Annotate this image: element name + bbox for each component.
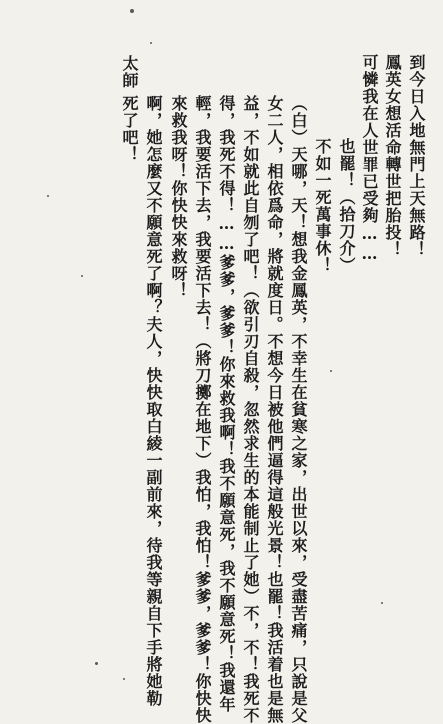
scan-speck (47, 195, 49, 197)
text-line-8: 益，不如就此自刎了吧！（欲引刃自殺，忽然求生的本能制止了她）不，不！我死不 (241, 95, 260, 724)
scan-speck (150, 42, 152, 44)
scan-speck (95, 662, 98, 665)
text-line-13: 死了吧！ (120, 95, 139, 163)
text-line-5: 不如一死萬事休！ (313, 138, 332, 274)
text-line-11: 來救我呀！你快快來救呀！ (169, 95, 188, 299)
text-line-9: 得，我死不得！……爹爹，爹爹！你來救我啊！我不願意死，我不願意死！我還年 (217, 95, 236, 713)
scan-speck (123, 678, 125, 680)
text-line-4: 也罷！（拾刀介） (337, 138, 356, 274)
text-line-10: 輕，我要活下去，我要活下去！（將刀擲在地下）我怕，我怕！爹爹，爹爹！你快快 (193, 95, 212, 724)
text-line-7: 女二人，相依爲命，將就度日。不想今日被他們逼得這般光景！也罷！我活着也是無 (265, 95, 284, 724)
text-line-12: 啊，她怎麼又不願意死了啊？夫人，快快取白綾一副前來，待我等親自下手將她勒 (144, 95, 163, 707)
scan-speck (330, 370, 332, 372)
scan-speck (130, 9, 134, 13)
scan-speck (381, 602, 383, 604)
text-line-1: 到今日入地無門上天無路！ (407, 54, 426, 258)
speaker-label: 太師 (120, 55, 139, 89)
text-line-6: （白）天哪，天！想我金鳳英，不幸生在貧寒之家，出世以來，受盡苦痛，只說是父 (289, 95, 308, 724)
text-line-3: 可憐我在人世罪已受夠…… (360, 54, 379, 264)
text-line-2: 鳳英女想活命轉世把胎投！ (383, 54, 402, 258)
scan-speck (81, 275, 83, 277)
